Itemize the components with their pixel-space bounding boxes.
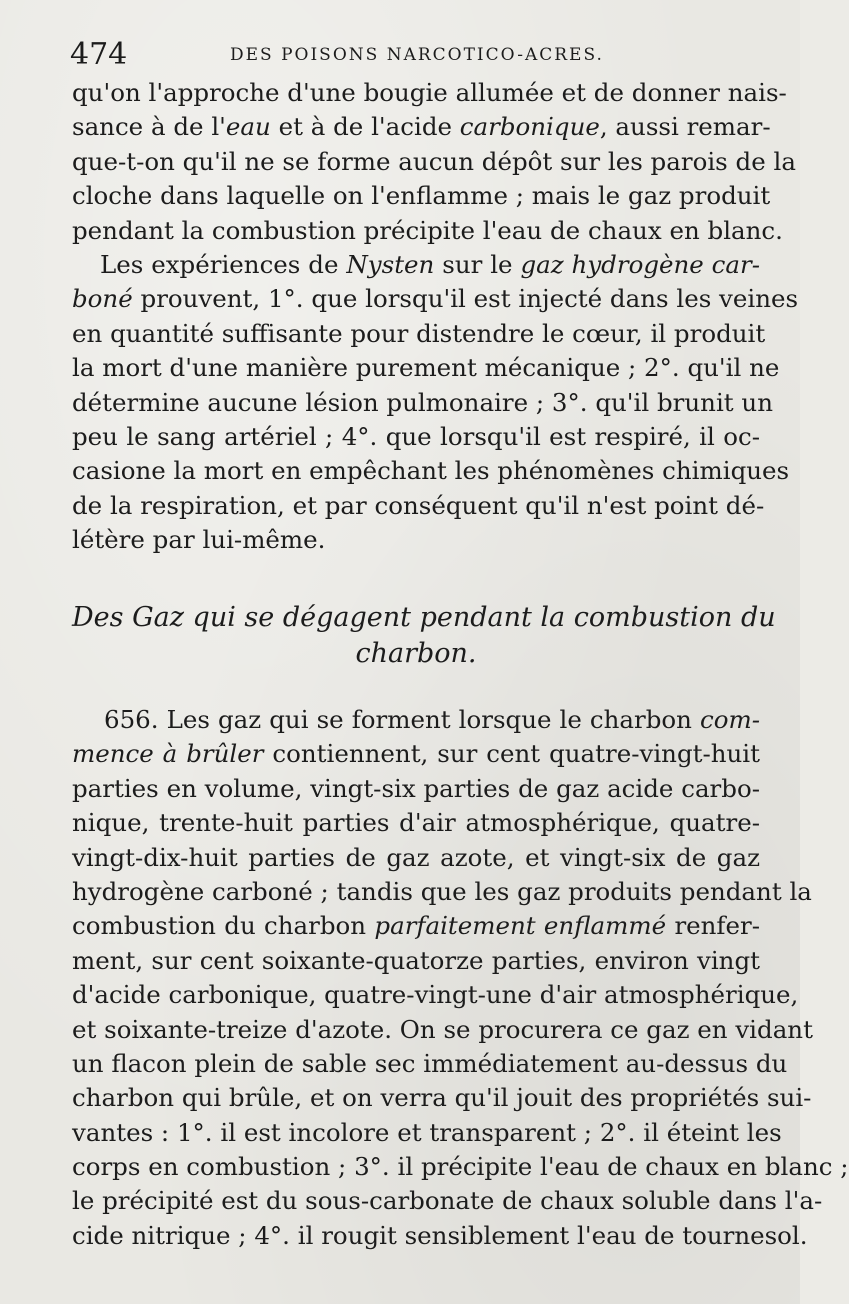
text-line: boné prouvent, 1°. que lorsqu'il est injecté dans les veines (72, 284, 799, 314)
running-head: DES POISONS NARCOTICO-ACRES. (230, 45, 604, 65)
text-line: mence à brûler contiennent, sur cent quatre-vingt-huit (72, 739, 760, 769)
text-line: en quantité suffisante pour distendre le cœur, il produit (72, 318, 766, 348)
text-line: cloche dans laquelle on l'enflamme ; mais le gaz produit (72, 181, 771, 211)
page-header (70, 34, 760, 76)
text-line: nique, trente-huit parties d'air atmosphérique, quatre- (72, 808, 760, 838)
text-line: détermine aucune lésion pulmonaire ; 3°. qu'il brunit un (72, 387, 773, 417)
text-line: Les expériences de Nysten sur le gaz hydrogène car- (100, 249, 760, 279)
text-line: que-t-on qu'il ne se forme aucun dépôt sur les parois de la (72, 146, 796, 176)
text-line: pendant la combustion précipite l'eau de chaux en blanc. (72, 215, 783, 245)
text-line: de la respiration, et par conséquent qu'il n'est point dé- (72, 490, 765, 520)
body-text-top (72, 76, 799, 557)
text-line: qu'on l'approche d'une bougie allumée et de donner nais- (72, 78, 787, 107)
body-text-bottom (72, 703, 849, 1253)
text-line: ment, sur cent soixante-quatorze parties, environ vingt (72, 945, 760, 975)
text-line: la mort d'une manière purement mécanique ; 2°. qu'il ne (72, 353, 780, 383)
text-line: combustion du charbon parfaitement enflammé renfer- (72, 911, 760, 941)
text-line: vingt-dix-huit parties de gaz azote, et vingt-six de gaz (72, 842, 760, 872)
text-line: sance à de l'eau et à de l'acide carbonique, aussi remar- (72, 112, 771, 142)
text-line: corps en combustion ; 3°. il précipite l'eau de chaux en blanc ; (72, 1152, 849, 1182)
text-line: peu le sang artériel ; 4°. que lorsqu'il est respiré, il oc- (72, 421, 760, 451)
text-line: le précipité est du sous-carbonate de chaux soluble dans l'a- (72, 1186, 823, 1216)
page-number: 474 (70, 37, 128, 72)
text-line: vantes : 1°. il est incolore et transparent ; 2°. il éteint les (72, 1117, 782, 1147)
text-line: cide nitrique ; 4°. il rougit sensiblement l'eau de tournesol. (72, 1220, 808, 1250)
text-line: létère par lui-même. (72, 525, 326, 555)
heading-line: Des Gaz qui se dégagent pendant la combustion du (72, 602, 776, 633)
text-line: d'acide carbonique, quatre-vingt-une d'air atmosphérique, (72, 980, 799, 1010)
text-line: hydrogène carboné ; tandis que les gaz produits pendant la (72, 876, 812, 906)
text-line: parties en volume, vingt-six parties de gaz acide carbo- (72, 773, 760, 803)
text-line: 656. Les gaz qui se forment lorsque le charbon com- (104, 705, 760, 734)
text-line: casione la mort en empêchant les phénomènes chimiques (72, 456, 790, 486)
text-line: et soixante-treize d'azote. On se procurera ce gaz en vidant (72, 1014, 813, 1044)
section-heading (72, 600, 776, 672)
text-line: charbon qui brûle, et on verra qu'il jouit des propriétés sui- (72, 1083, 812, 1113)
text-line: un flacon plein de sable sec immédiatement au-dessus du (72, 1048, 788, 1078)
heading-line: charbon. (355, 638, 477, 669)
